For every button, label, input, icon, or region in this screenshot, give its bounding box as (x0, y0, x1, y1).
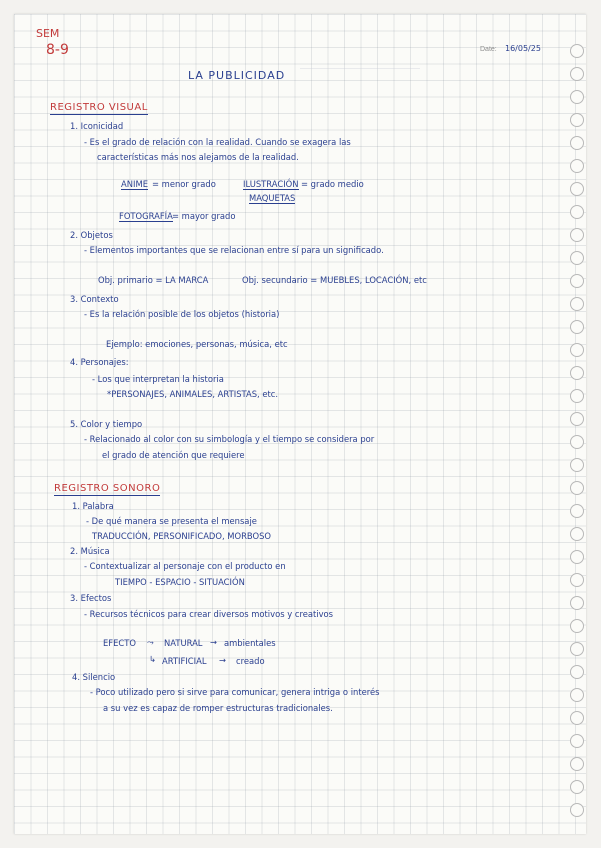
binder-hole (570, 734, 584, 748)
binder-hole (570, 366, 584, 380)
personajes-line-2: *PERSONAJES, ANIMALES, ARTISTAS, etc. (107, 389, 279, 399)
objeto-primario: Obj. primario = LA MARCA (98, 275, 209, 285)
iconicidad-line-1: - Es el grado de relación con la realidad. Cuando se exagera las (84, 137, 351, 147)
binder-hole (570, 573, 584, 587)
bleed-through (300, 68, 420, 109)
binder-hole (570, 113, 584, 127)
arrow-icon: → (210, 637, 218, 647)
maquetas-term: MAQUETAS (249, 193, 296, 203)
sem-number: 8-9 (46, 42, 69, 58)
binder-hole (570, 458, 584, 472)
silencio-line-1: - Poco utilizado pero si sirve para comunicar, genera intriga o interés (90, 687, 380, 697)
binder-hole (570, 90, 584, 104)
binder-hole (570, 228, 584, 242)
item-iconicidad: 1. Iconicidad (70, 121, 124, 131)
item-personajes: 4. Personajes: (70, 357, 129, 367)
binder-hole (570, 803, 584, 817)
arrow-icon: ↳ (149, 654, 157, 664)
binder-hole (570, 435, 584, 449)
musica-line-2: TIEMPO - ESPACIO - SITUACIÓN (115, 577, 245, 587)
efectos-line-1: - Recursos técnicos para crear diversos motivos y creativos (84, 609, 334, 619)
ilustracion-term: ILUSTRACIÓN (243, 179, 299, 189)
item-objetos: 2. Objetos (70, 230, 113, 240)
color-line-2: el grado de atención que requiere (102, 450, 245, 460)
binder-hole (570, 136, 584, 150)
objeto-secundario: Obj. secundario = MUEBLES, LOCACIÓN, etc (242, 275, 427, 285)
arrow-icon: → (219, 655, 227, 665)
contexto-line-1: - Es la relación posible de los objetos (historia) (84, 309, 280, 319)
binder-hole (570, 159, 584, 173)
binder-hole (570, 297, 584, 311)
binder-hole (570, 527, 584, 541)
anime-value: = menor grado (152, 179, 216, 189)
binder-hole (570, 665, 584, 679)
section-heading-visual: REGISTRO VISUAL (50, 102, 148, 113)
anime-term: ANIME (121, 179, 148, 189)
item-efectos: 3. Efectos (70, 593, 112, 603)
item-silencio: 4. Silencio (72, 672, 116, 682)
binder-holes (570, 44, 584, 834)
binder-hole (570, 44, 584, 58)
binder-hole (570, 688, 584, 702)
ambientales-label: ambientales (224, 638, 276, 648)
artificial-label: ARTIFICIAL (162, 656, 207, 666)
color-line-1: - Relacionado al color con su simbología y el tiempo se considera por (84, 434, 375, 444)
binder-hole (570, 619, 584, 633)
personajes-line-1: - Los que interpretan la historia (92, 374, 224, 384)
silencio-line-2: a su vez es capaz de romper estructuras tradicionales. (103, 703, 333, 713)
natural-label: NATURAL (164, 638, 203, 648)
binder-hole (570, 182, 584, 196)
objetos-line-1: - Elementos importantes que se relacionan entre sí para un significado. (84, 245, 384, 255)
binder-hole (570, 205, 584, 219)
contexto-ejemplo: Ejemplo: emociones, personas, música, etc (106, 339, 288, 349)
binder-hole (570, 320, 584, 334)
musica-line-1: - Contextualizar al personaje con el producto en (84, 561, 286, 571)
binder-hole (570, 596, 584, 610)
binder-hole (570, 757, 584, 771)
efecto-label: EFECTO (103, 638, 136, 648)
page-title: LA PUBLICIDAD (188, 69, 286, 82)
ilustracion-value: = grado medio (301, 179, 364, 189)
item-color-tiempo: 5. Color y tiempo (70, 419, 143, 429)
arrow-icon: ⤳ (147, 637, 154, 647)
binder-hole (570, 481, 584, 495)
binder-hole (570, 67, 584, 81)
item-contexto: 3. Contexto (70, 294, 119, 304)
binder-hole (570, 274, 584, 288)
binder-hole (570, 780, 584, 794)
fotografia-term: FOTOGRAFÍA (119, 211, 173, 221)
palabra-line-2: TRADUCCIÓN, PERSONIFICADO, MORBOSO (92, 531, 272, 541)
creado-label: creado (236, 656, 265, 666)
section-heading-sonoro: REGISTRO SONORO (54, 483, 161, 494)
binder-hole (570, 343, 584, 357)
date-label: Date: (480, 46, 497, 53)
binder-hole (570, 389, 584, 403)
item-palabra: 1. Palabra (72, 501, 114, 511)
fotografia-value: = mayor grado (172, 211, 236, 221)
sem-label: SEM (36, 27, 60, 40)
binder-hole (570, 550, 584, 564)
iconicidad-line-2: características más nos alejamos de la realidad. (97, 152, 299, 162)
binder-hole (570, 251, 584, 265)
palabra-line-1: - De qué manera se presenta el mensaje (86, 516, 257, 526)
binder-hole (570, 642, 584, 656)
binder-hole (570, 412, 584, 426)
binder-hole (570, 504, 584, 518)
binder-hole (570, 711, 584, 725)
date-value: 16/05/25 (505, 44, 541, 53)
item-musica: 2. Música (70, 546, 110, 556)
